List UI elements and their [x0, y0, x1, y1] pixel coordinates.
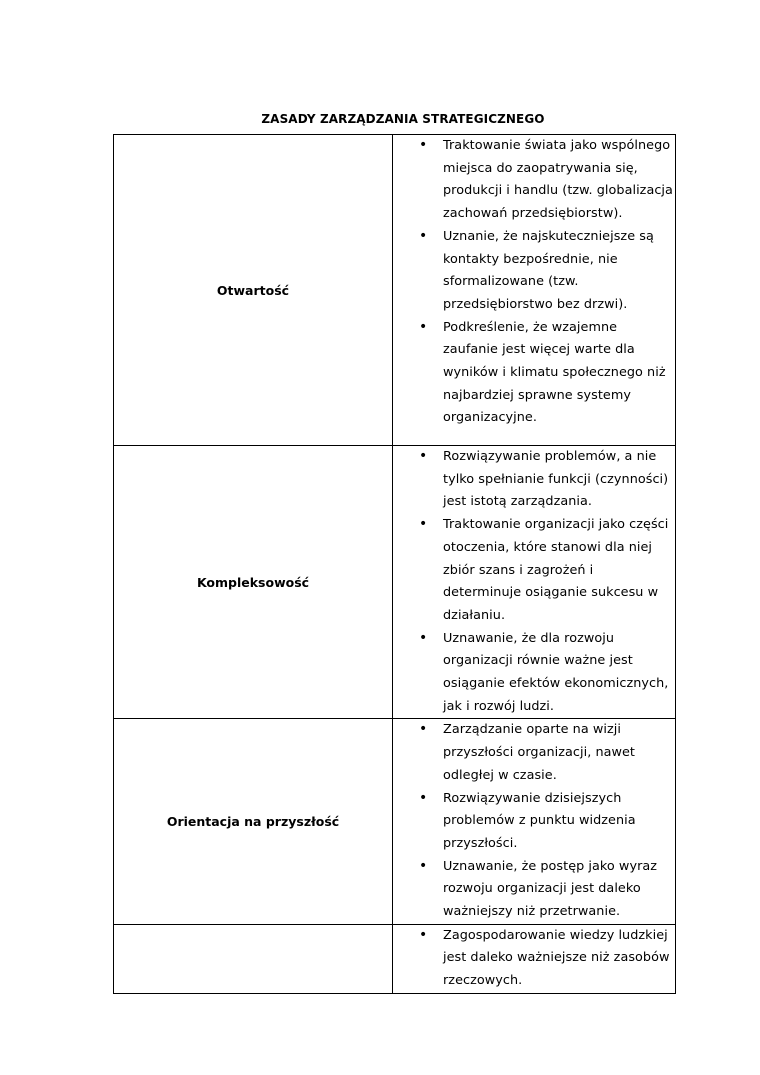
principle-points-cell — [393, 924, 676, 993]
principle-name: Kompleksowość — [114, 446, 393, 719]
list-item — [419, 135, 675, 226]
list-item-text: Zagospodarowanie wiedzy ludzkiej jest daleko ważniejsze niż zasobów rzeczowych. — [443, 927, 670, 989]
bullet-icon: • — [419, 448, 428, 464]
list-item-text: Uznawanie, że postęp jako wyraz rozwoju organizacji jest daleko ważniejszy niż przetrwanie. — [443, 858, 658, 920]
principle-name — [114, 924, 393, 993]
bullet-icon: • — [419, 227, 428, 244]
list-item — [419, 226, 675, 317]
list-item-text: Traktowanie organizacji jako części otoczenia, które stanowi dla niej zbiór szans i zagrożeń i determinuje osiąganie sukcesu w działaniu. — [443, 517, 669, 623]
principle-points-cell — [393, 719, 676, 924]
table-row — [114, 446, 676, 719]
list-item-text: Zarządzanie oparte na wizji przyszłości organizacji, nawet odległej w czasie. — [443, 722, 635, 783]
table-row — [114, 924, 676, 993]
bullet-icon: • — [419, 721, 428, 738]
list-item-text: Rozwiązywanie dzisiejszych problemów z punktu widzenia przyszłości. — [443, 790, 636, 851]
principle-name: Orientacja na przyszłość — [114, 719, 393, 924]
bullet-icon: • — [419, 137, 428, 153]
bullet-icon: • — [419, 926, 428, 943]
list-item-text: Uznanie, że najskuteczniejsze są kontakty bezpośrednie, nie sformalizowane (tzw. przedsiębiorstwo bez drzwi). — [443, 228, 654, 312]
bullet-list — [393, 719, 675, 923]
principle-points-cell — [393, 446, 676, 719]
list-item — [419, 628, 675, 719]
list-item — [419, 719, 675, 787]
list-item — [419, 317, 675, 431]
bullet-icon: • — [419, 789, 428, 806]
list-item — [419, 788, 675, 856]
table-row — [114, 719, 676, 924]
principles-table — [113, 134, 676, 994]
page-title: ZASADY ZARZĄDZANIA STRATEGICZNEGO — [261, 112, 545, 126]
table-row — [114, 135, 676, 446]
bullet-list — [393, 925, 675, 993]
bullet-list — [393, 135, 675, 430]
principle-name: Otwartość — [114, 135, 393, 446]
list-item — [419, 514, 675, 628]
bullet-icon: • — [419, 629, 428, 646]
list-item — [419, 925, 675, 993]
list-item-text: Uznawanie, że dla rozwoju organizacji równie ważne jest osiąganie efektów ekonomicznych, jak i rozwój ludzi. — [443, 630, 669, 714]
list-item-text: Rozwiązywanie problemów, a nie tylko spełnianie funkcji (czynności) jest istotą zarządzania. — [443, 449, 669, 510]
list-item — [419, 856, 675, 924]
bullet-icon: • — [419, 318, 428, 335]
list-item-text: Podkreślenie, że wzajemne zaufanie jest więcej warte dla wyników i klimatu społecznego niż najbardziej sprawne systemy organizacyjne. — [443, 319, 666, 426]
bullet-list — [393, 446, 675, 718]
bullet-icon: • — [419, 857, 428, 874]
principle-points-cell — [393, 135, 676, 446]
list-item — [419, 446, 675, 514]
bullet-icon: • — [419, 516, 428, 533]
list-item-text: Traktowanie świata jako wspólnego miejsca do zaopatrywania się, produkcji i handlu (tzw. globalizacja zachowań przedsiębiorstw). — [443, 138, 673, 222]
